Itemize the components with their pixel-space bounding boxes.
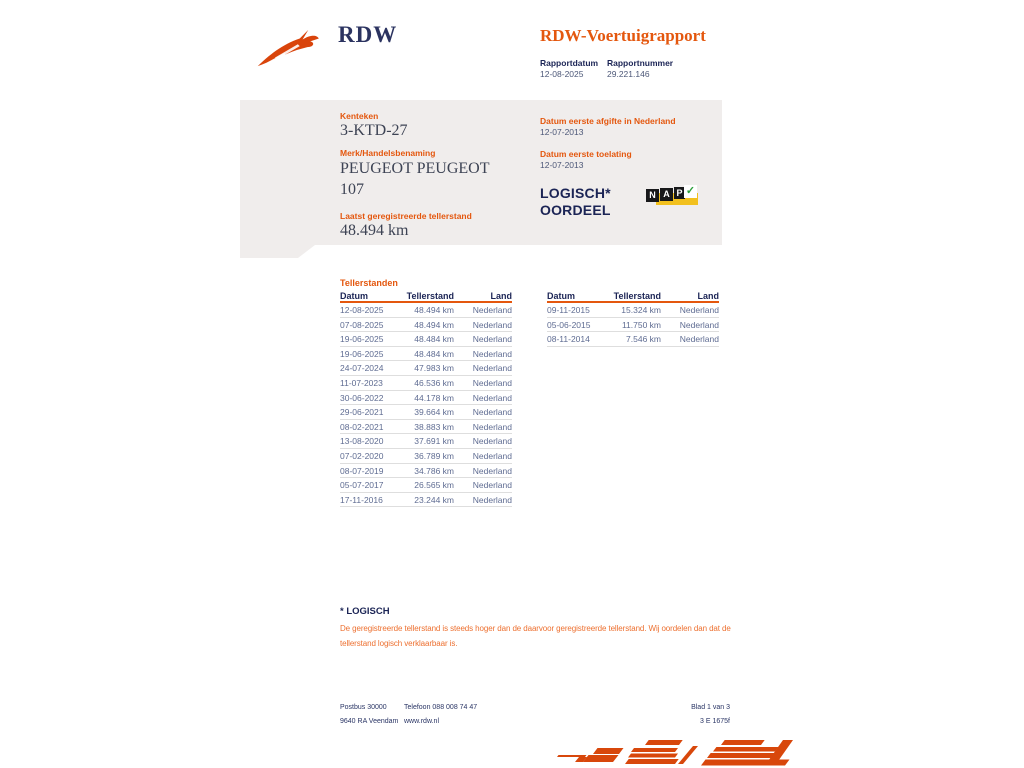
footer-page-number: Blad 1 van 3 bbox=[691, 704, 730, 711]
row-odometer: 48.484 km bbox=[414, 348, 454, 359]
row-date: 05-06-2015 bbox=[547, 319, 591, 330]
row-date: 12-08-2025 bbox=[340, 305, 384, 315]
first-issue-label: Datum eerste afgifte in Nederland bbox=[540, 116, 676, 126]
row-country: Nederland bbox=[679, 319, 719, 330]
row-country: Nederland bbox=[679, 305, 719, 315]
footer-city: 9640 RA Veendam bbox=[340, 718, 399, 725]
footer-form-code: 3 E 1675f bbox=[700, 718, 730, 725]
row-country: Nederland bbox=[472, 348, 512, 359]
row-date: 19-06-2025 bbox=[340, 334, 384, 345]
row-odometer: 46.536 km bbox=[414, 377, 454, 388]
tellerstanden-section-title: Tellerstanden bbox=[340, 278, 398, 288]
table-row bbox=[340, 391, 512, 406]
row-date: 07-02-2020 bbox=[340, 450, 384, 461]
make-value: PEUGEOT PEUGEOT 107 bbox=[340, 160, 490, 198]
column-header-date: Datum bbox=[340, 291, 369, 301]
nap-letter-n: N bbox=[646, 189, 659, 202]
footer-phone: Telefoon 088 008 74 47 bbox=[404, 704, 478, 711]
row-country: Nederland bbox=[472, 305, 512, 315]
row-date: 17-11-2016 bbox=[340, 494, 383, 505]
table-row bbox=[340, 478, 512, 493]
table-header bbox=[340, 290, 512, 303]
odometer-table-right bbox=[547, 290, 719, 347]
row-date: 29-06-2021 bbox=[340, 407, 384, 418]
odometer-label: Laatst geregistreerde tellerstand bbox=[340, 211, 472, 221]
row-odometer: 15.324 km bbox=[621, 305, 661, 315]
rdw-stripe-decoration bbox=[545, 736, 793, 767]
report-number-value: 29.221.146 bbox=[607, 69, 650, 79]
table-row bbox=[340, 347, 512, 362]
table-row bbox=[547, 303, 719, 318]
row-country: Nederland bbox=[472, 494, 512, 505]
row-date: 19-06-2025 bbox=[340, 348, 384, 359]
table-row bbox=[340, 434, 512, 449]
footer-postbus: Postbus 30000 bbox=[340, 704, 387, 711]
row-country: Nederland bbox=[472, 421, 512, 432]
footer-contact bbox=[404, 701, 477, 729]
nap-letter-p: P bbox=[674, 187, 685, 199]
row-date: 13-08-2020 bbox=[340, 436, 384, 447]
nap-check-icon: ✓ bbox=[685, 185, 696, 197]
row-date: 08-07-2019 bbox=[340, 465, 384, 476]
table-header bbox=[547, 290, 719, 303]
row-country: Nederland bbox=[472, 392, 512, 403]
table-body-right bbox=[547, 303, 719, 347]
odometer-value: 48.494 km bbox=[340, 222, 409, 239]
column-header-odometer: Tellerstand bbox=[406, 291, 454, 301]
table-row bbox=[340, 464, 512, 479]
row-odometer: 37.691 km bbox=[414, 436, 454, 447]
row-date: 08-02-2021 bbox=[340, 421, 384, 432]
table-row bbox=[340, 361, 512, 376]
nap-logo bbox=[646, 184, 698, 206]
footer-website: www.rdw.nl bbox=[404, 718, 440, 725]
row-country: Nederland bbox=[679, 334, 719, 345]
verdict-line2: OORDEEL bbox=[540, 202, 611, 218]
row-country: Nederland bbox=[472, 436, 512, 447]
row-odometer: 48.494 km bbox=[414, 305, 454, 315]
row-odometer: 26.565 km bbox=[414, 480, 454, 491]
row-odometer: 47.983 km bbox=[414, 363, 454, 374]
row-date: 24-07-2024 bbox=[340, 363, 384, 374]
table-row bbox=[340, 376, 512, 391]
table-row bbox=[340, 303, 512, 318]
row-odometer: 34.786 km bbox=[414, 465, 454, 476]
row-date: 09-11-2015 bbox=[547, 305, 590, 315]
table-row bbox=[340, 493, 512, 508]
first-issue-value: 12-07-2013 bbox=[540, 127, 584, 137]
column-header-country: Land bbox=[697, 291, 719, 301]
row-odometer: 36.789 km bbox=[414, 450, 454, 461]
make-label: Merk/Handelsbenaming bbox=[340, 148, 436, 158]
page-title: RDW-Voertuigrapport bbox=[540, 26, 706, 45]
row-odometer: 23.244 km bbox=[414, 494, 454, 505]
row-date: 11-07-2023 bbox=[340, 377, 383, 388]
table-row bbox=[340, 449, 512, 464]
footer-address bbox=[340, 701, 398, 729]
first-admission-value: 12-07-2013 bbox=[540, 160, 584, 170]
nap-letter-a: A bbox=[660, 188, 673, 201]
column-header-date: Datum bbox=[547, 291, 576, 301]
table-body-left bbox=[340, 303, 512, 507]
row-odometer: 11.750 km bbox=[621, 319, 661, 330]
table-row bbox=[340, 405, 512, 420]
row-odometer: 39.664 km bbox=[414, 407, 454, 418]
rdw-bird-logo-icon bbox=[254, 28, 334, 70]
logisch-explanation-text: De geregistreerde tellerstand is steeds hoger dan de daarvoor geregistreerde tellerstand. Wij oordelen dan dat de tellerstand logisch verklaarbaar is. bbox=[340, 624, 731, 648]
row-country: Nederland bbox=[472, 407, 512, 418]
license-plate-label: Kenteken bbox=[340, 111, 379, 121]
table-row bbox=[340, 420, 512, 435]
report-number-label: Rapportnummer bbox=[607, 58, 674, 68]
row-odometer: 48.484 km bbox=[414, 334, 454, 345]
row-odometer: 38.883 km bbox=[414, 421, 454, 432]
row-country: Nederland bbox=[472, 377, 512, 388]
row-date: 07-08-2025 bbox=[340, 319, 384, 330]
table-row bbox=[340, 318, 512, 333]
column-header-country: Land bbox=[490, 291, 512, 301]
report-date-value: 12-08-2025 bbox=[540, 69, 584, 79]
row-odometer: 44.178 km bbox=[414, 392, 454, 403]
report-date-label: Rapportdatum bbox=[540, 58, 599, 68]
row-country: Nederland bbox=[472, 480, 512, 491]
row-date: 08-11-2014 bbox=[547, 334, 590, 345]
logisch-explanation-title: * LOGISCH bbox=[340, 606, 390, 617]
table-row bbox=[547, 332, 719, 347]
row-country: Nederland bbox=[472, 363, 512, 374]
verdict-line1: LOGISCH* bbox=[540, 185, 611, 201]
column-header-odometer: Tellerstand bbox=[613, 291, 661, 301]
odometer-table-left bbox=[340, 290, 512, 507]
row-date: 30-06-2022 bbox=[340, 392, 384, 403]
verdict-text bbox=[540, 185, 611, 219]
row-odometer: 48.494 km bbox=[414, 319, 454, 330]
table-row bbox=[340, 332, 512, 347]
first-admission-label: Datum eerste toelating bbox=[540, 149, 632, 159]
license-plate-value: 3-KTD-27 bbox=[340, 122, 408, 139]
row-date: 05-07-2017 bbox=[340, 480, 384, 491]
table-row bbox=[547, 318, 719, 333]
footer-meta bbox=[691, 701, 730, 729]
row-country: Nederland bbox=[472, 319, 512, 330]
rdw-wordmark: RDW bbox=[338, 22, 398, 47]
row-country: Nederland bbox=[472, 465, 512, 476]
row-odometer: 7.546 km bbox=[626, 334, 661, 345]
row-country: Nederland bbox=[472, 450, 512, 461]
row-country: Nederland bbox=[472, 334, 512, 345]
